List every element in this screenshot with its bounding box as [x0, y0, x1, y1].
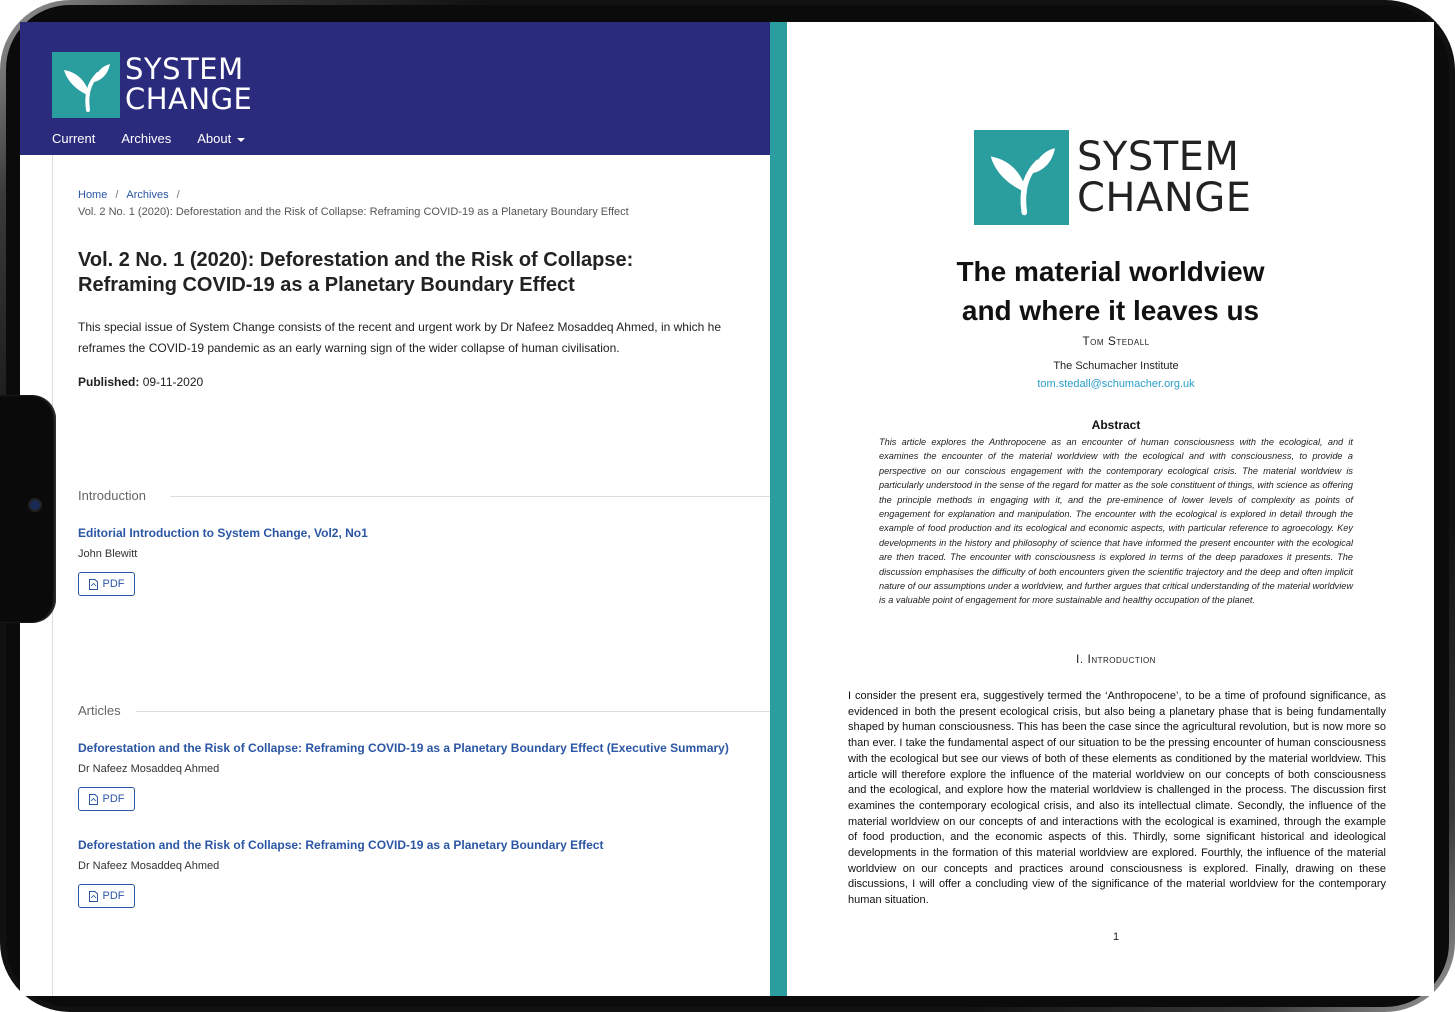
section-heading-articles: Articles [78, 703, 121, 718]
paper-title [787, 252, 1434, 330]
file-pdf-icon [89, 794, 98, 805]
pdf-page [787, 22, 1434, 996]
paper-journal-name-line2: CHANGE [1077, 175, 1252, 221]
breadcrumb-separator: / [176, 189, 180, 201]
section-heading-introduction: Introduction [78, 488, 146, 503]
page-number: 1 [1112, 931, 1120, 943]
tablet-screen [20, 22, 1434, 996]
published-value: 09-11-2020 [142, 375, 204, 389]
paper-journal-logo [974, 130, 1069, 225]
main-nav [52, 131, 245, 146]
issue-description: This special issue of System Change consists of the recent and urgent work by Dr Nafeez Mosaddeq Ahmed, in which he reframes the COVID-19 pandemic as an early warning sign of the wider collapse of human civilisation. [78, 320, 721, 355]
article-title-link[interactable]: Editorial Introduction to System Change, Vol2, No1 [78, 526, 368, 540]
breadcrumb-archives[interactable]: Archives [126, 189, 169, 201]
paper-journal-name-line1: SYSTEM [1077, 134, 1240, 180]
section-divider [136, 711, 770, 712]
article-title-link[interactable]: Deforestation and the Risk of Collapse: Reframing COVID-19 as a Planetary Boundary Effect [78, 838, 604, 852]
tablet-side-bezel [0, 395, 56, 623]
chevron-down-icon [237, 138, 245, 142]
file-pdf-icon [89, 891, 98, 902]
file-pdf-icon [89, 579, 98, 590]
journal-name[interactable] [125, 54, 252, 114]
breadcrumb-current: Vol. 2 No. 1 (2020): Deforestation and the Risk of Collapse: Reframing COVID-19 as a Planetary Boundary Effect [78, 206, 629, 218]
nav-archives[interactable]: Archives [121, 131, 172, 146]
pdf-button-label: PDF [102, 578, 125, 590]
abstract-heading: Abstract [1091, 418, 1141, 432]
nav-about[interactable] [197, 131, 245, 146]
paper-journal-name [1077, 134, 1252, 221]
breadcrumb [78, 187, 629, 221]
nav-current[interactable]: Current [52, 131, 96, 146]
article-author: Dr Nafeez Mosaddeq Ahmed [78, 763, 220, 775]
paper-title-line1: The material worldview [956, 256, 1265, 287]
issue-title: Vol. 2 No. 1 (2020): Deforestation and the Risk of Collapse: Reframing COVID-19 as a Planetary Boundary Effect [78, 249, 634, 296]
article-author: John Blewitt [78, 548, 138, 560]
camera-icon [30, 500, 40, 510]
article-title-link[interactable]: Deforestation and the Risk of Collapse: Reframing COVID-19 as a Planetary Boundary Effect (Executive Summary) [78, 741, 729, 755]
paper-institution: The Schumacher Institute [1053, 360, 1179, 372]
pdf-button[interactable] [78, 572, 135, 596]
journal-name-line1: SYSTEM [125, 52, 244, 86]
journal-logo[interactable] [52, 52, 120, 118]
site-header [20, 22, 770, 155]
section-divider [170, 496, 770, 497]
published-label: Published: [78, 375, 140, 389]
breadcrumb-home[interactable]: Home [78, 189, 108, 201]
section-heading: I. Introduction [1076, 652, 1156, 666]
journal-name-line2: CHANGE [125, 82, 253, 116]
pdf-button-label: PDF [102, 890, 125, 902]
pdf-button[interactable] [78, 787, 135, 811]
paper-author: Tom Stedall [1082, 334, 1150, 348]
split-divider [770, 22, 787, 996]
sprout-icon [974, 130, 1069, 225]
breadcrumb-separator: / [115, 189, 119, 201]
journal-web-page [20, 22, 770, 996]
article-author: Dr Nafeez Mosaddeq Ahmed [78, 860, 220, 872]
body-paragraph: I consider the present era, suggestively termed the ‘Anthropocene’, to be a time of profound significance, as evidenced in both the present ecological crisis, but also being a planetary phase that is being fundamentally shaped by human consciousness. This has been the case since the agricultural revolution, but is now more so than ever. I take the fundamental aspect of our situation to be the pressing encounter of human consciousness with the ecological but see our views of both of these elements as conditioned by the material worldview. This article will therefore explore the influence of the material worldview on our concepts of both consciousness and the ecological, and explore how the material worldview is challenged in the process. The discussion first examines the contemporary ecological crisis, and also its intellectual climate. Secondly, the influence of the material worldview on our concepts of and interactions with the ecological is examined, through the example of food production, and the economic aspects of this. Thirdly, some significant historical and ideological developments in the formation of this material worldview are explored. Fourthly, the influence of the material worldview on our concepts and practices around consciousness is explored. Finally, drawing on these discussions, I will offer a concluding view of the significance of the material worldview for the contemporary human situation. [848, 690, 1386, 907]
paper-email-link[interactable]: tom.stedall@schumacher.org.uk [1037, 378, 1195, 390]
published-date [78, 375, 203, 389]
pdf-button-label: PDF [102, 793, 125, 805]
pdf-button[interactable] [78, 884, 135, 908]
sprout-icon [52, 52, 120, 118]
abstract-text: This article explores the Anthropocene as an encounter of human consciousness with the ecological, and it examines the encounter of the material worldview with the ecological and with consciousness, to provide a perspective on our conscious engagement with the contemporary ecological crisis. The material worldview is particularly understood in the sense of the regard for matter as the sole constituent of things, with science as offering the principle methods in engaging with it, and the pre-eminence of lower levels of complexity as points of engagement for explanation and manipulation. The encounter with the ecological is explored in detail through the example of food production and its ecological and economic aspects, with particular reference to agroecology. Key developments in the history and philosophy of science that have informed the present encounter with the ecological are then traced. The encounter with consciousness is explored in terms of the deep paradoxes it presents. The discussion emphasises the difficulty of both encounters given the scientific trajectory and the deep and often implicit nature of our assumptions under a worldview, and further argues that critical understanding of the material worldview is a valuable point of engagement for more sustainable and healthy occupation of the planet. [879, 437, 1353, 606]
paper-title-line2: and where it leaves us [961, 295, 1260, 326]
nav-about-label: About [197, 131, 232, 146]
